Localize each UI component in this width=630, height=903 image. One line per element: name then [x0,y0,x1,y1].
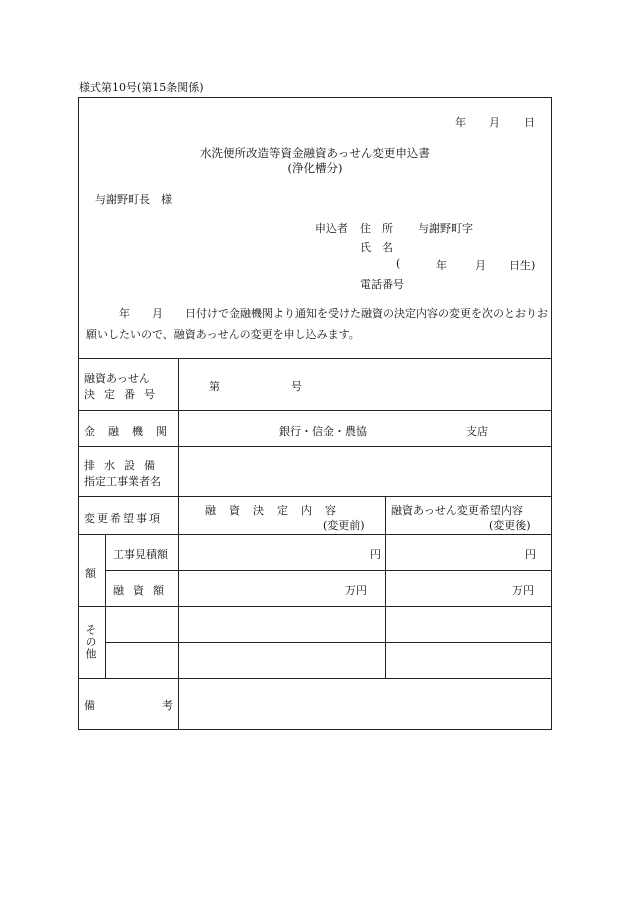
loan-amount-label: 融資額 [113,584,173,597]
contractor-label-2: 指定工事業者名 [84,475,161,488]
applicant-label: 申込者 [315,222,348,235]
date-year: 年 [455,116,466,129]
birth-open: ( [396,257,401,270]
remarks-label-end: 考 [162,699,173,712]
address-value[interactable]: 与謝野町字 [418,222,473,235]
document-title: 水洗便所改造等資金融資あっせん変更申込書 [200,146,430,160]
decision-no-suffix: 号 [291,380,302,393]
birth-month: 月 [475,259,486,272]
name-label: 氏 名 [360,241,393,254]
birth-day: 日生) [509,259,536,272]
institution-types[interactable]: 銀行・信金・農協 [279,425,367,438]
birth-year: 年 [436,259,447,272]
estimate-unit-before: 円 [370,548,381,561]
before-header: 融資決定内容 [205,504,349,517]
after-header: 融資あっせん変更希望内容 [391,504,523,517]
estimate-unit-after: 円 [525,548,536,561]
form-number: 様式第10号(第15条関係) [79,81,204,94]
contractor-label-1: 排水設備 [84,459,164,472]
after-subheader: (変更後) [489,519,531,532]
decision-number-label-1: 融資あっせん [84,372,150,385]
address-label: 住 所 [360,222,393,235]
financial-institution-label: 金融機関 [84,425,180,438]
loan-unit-before: 万円 [345,584,367,597]
amount-group-label: 額 [85,567,96,580]
estimate-label: 工事見積額 [113,548,168,561]
body-paragraph: 年 月 日付けで金融機関より通知を受けた融資の決定内容の変更を次のとおりお願いしたいので、融資あっせんの変更を申し込みます。 [86,307,548,341]
document-subtitle: (浄化槽分) [287,161,343,175]
addressee: 与謝野町長 様 [95,193,172,206]
phone-label: 電話番号 [360,278,404,291]
remarks-label-start: 備 [84,699,95,712]
change-items-label: 変更希望事項 [84,512,162,525]
date-month: 月 [489,116,500,129]
decision-no-prefix: 第 [209,380,220,393]
loan-unit-after: 万円 [512,584,534,597]
date-day: 日 [524,116,535,129]
other-label: その他 [84,624,97,660]
branch-label: 支店 [466,425,488,438]
decision-number-label-2: 決定番号 [84,388,164,401]
before-subheader: (変更前) [323,519,365,532]
